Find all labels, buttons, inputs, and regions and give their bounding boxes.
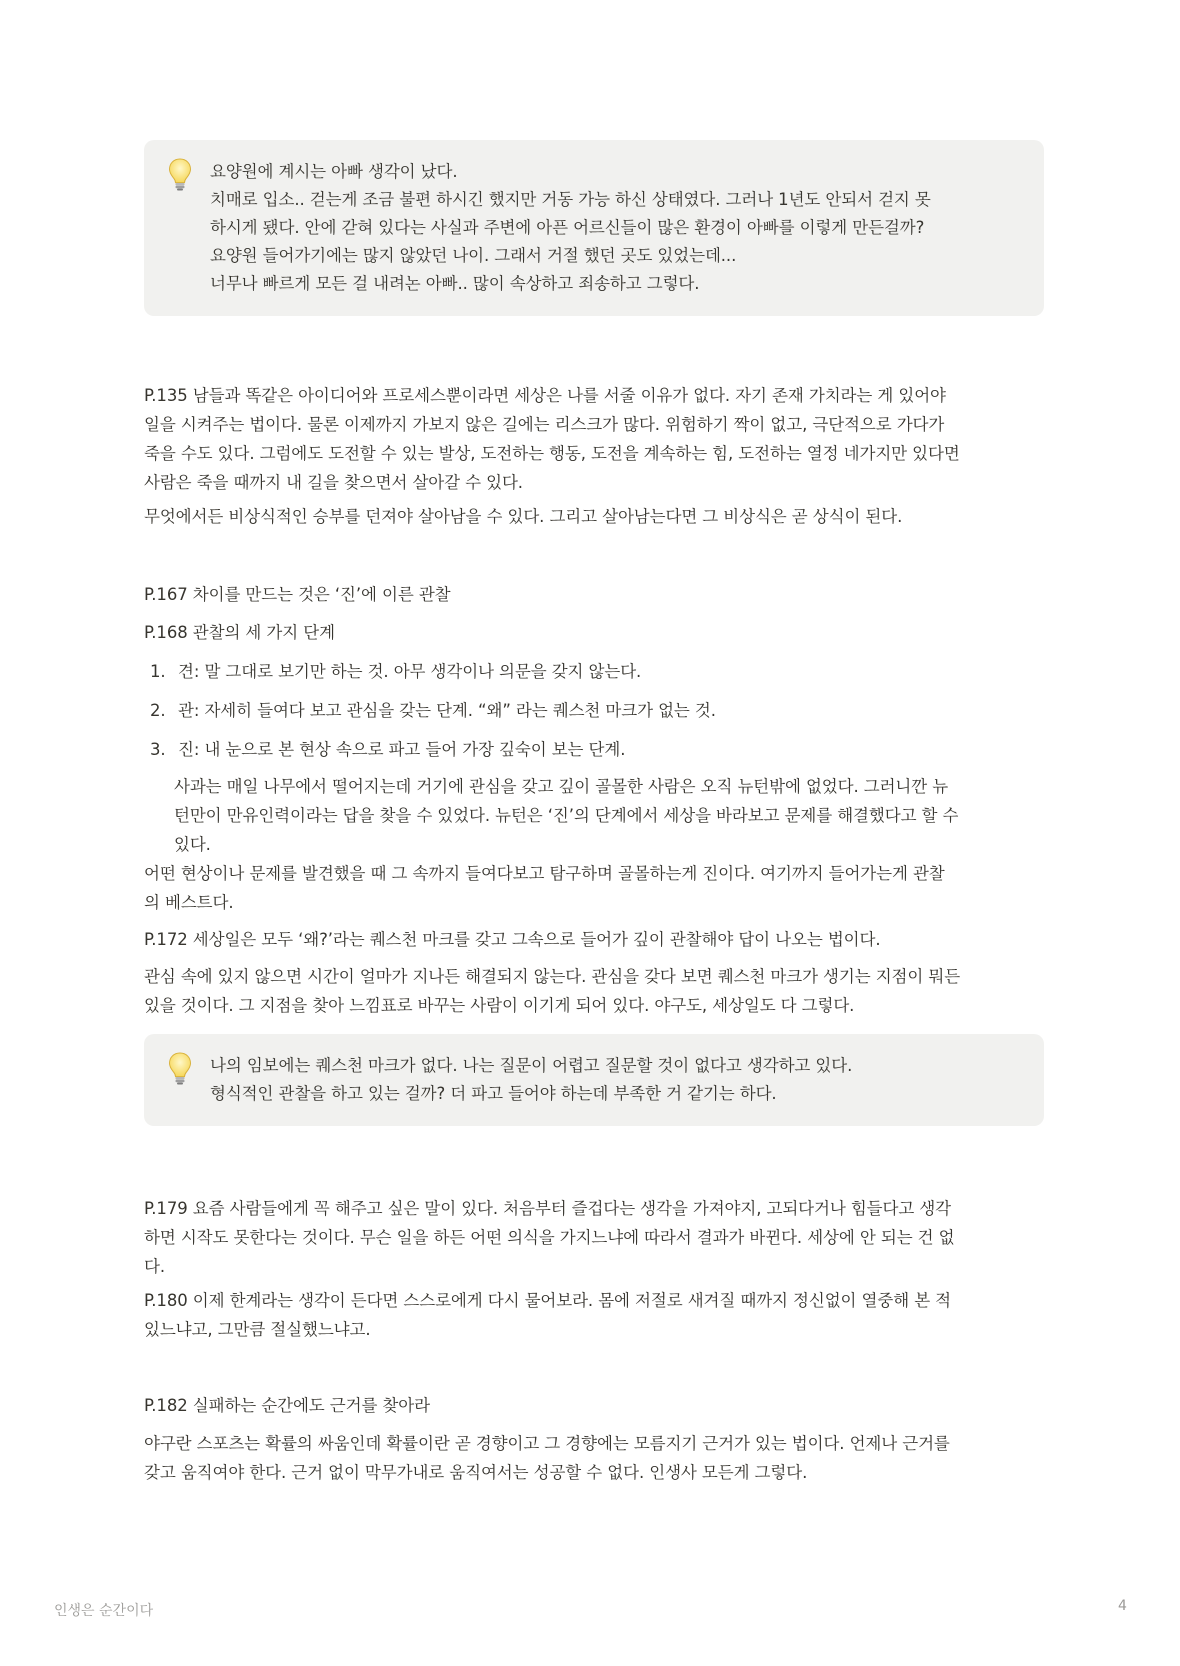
text-line: 무엇에서든 비상식적인 승부를 던져야 살아남을 수 있다. 그리고 살아남는다면 그 비상식은 곧 상식이 된다. [144, 507, 903, 526]
text-line: 관심 속에 있지 않으면 시간이 얼마가 지나든 해결되지 않는다. 관심을 갖다 보면 퀘스천 마크가 생기는 지점이 뭐든 [144, 967, 961, 986]
text-line: 어떤 현상이나 문제를 발견했을 때 그 속까지 들여다보고 탐구하며 골몰하는게 진이다. 여기까지 들어가는게 관찰 [144, 864, 945, 883]
callout-line: 너무나 빠르게 모든 걸 내려논 아빠.. 많이 속상하고 죄송하고 그렇다. [210, 274, 700, 293]
text-line: 사과는 매일 나무에서 떨어지는데 거기에 관심을 갖고 깊이 골몰한 사람은 오직 뉴턴밖에 없었다. 그러니깐 뉴 [174, 777, 949, 796]
callout-line: 형식적인 관찰을 하고 있는 걸까? 더 파고 들어야 하는데 부족한 거 같기는 하다. [210, 1084, 777, 1103]
list-number: 1. [150, 662, 166, 681]
text-line: 있느냐고, 그만큼 절실했느냐고. [144, 1320, 371, 1339]
text-line: 죽을 수도 있다. 그럼에도 도전할 수 있는 발상, 도전하는 행동, 도전을 계속하는 힘, 도전하는 열정 네가지만 있다면 [144, 444, 960, 463]
heading-p182 [144, 1391, 1044, 1420]
paragraph-p172-followup [144, 962, 1044, 1020]
lightbulb-icon [166, 156, 194, 192]
callout-line: 요양원에 계시는 아빠 생각이 났다. [210, 162, 458, 181]
text-line: 턴만이 만유인력이라는 답을 찾을 수 있었다. 뉴턴은 ‘진’의 단계에서 세상을 바라보고 문제를 해결했다고 할 수 [174, 806, 959, 825]
footer-document-title: 인생은 순간이다 [54, 1603, 154, 1619]
list-item-sub-paragraph [174, 772, 1034, 859]
lightbulb-icon [166, 1050, 194, 1086]
list-text: 관: 자세히 들여다 보고 관심을 갖는 단계. “왜” 라는 퀘스천 마크가 없는 것. [178, 701, 716, 720]
list-item [144, 696, 1044, 725]
text-line: 하면 시작도 못한다는 것이다. 무슨 일을 하든 어떤 의식을 가지느냐에 따라서 결과가 바뀐다. 세상에 안 되는 건 없 [144, 1228, 955, 1247]
list-item [144, 657, 1044, 686]
paragraph-p172 [144, 925, 1044, 954]
text-line: 있다. [174, 835, 211, 854]
list-number: 2. [150, 701, 166, 720]
observation-steps-list [144, 696, 1044, 725]
list-number: 3. [150, 740, 166, 759]
callout-reflection-questions [144, 1034, 1044, 1126]
heading-p167 [144, 580, 1044, 609]
observation-steps-list [144, 657, 1044, 686]
list-item [144, 735, 1044, 764]
text-line: P.135 남들과 똑같은 아이디어와 프로세스뿐이라면 세상은 나를 서줄 이유가 없다. 자기 존재 가치라는 게 있어야 [144, 386, 946, 405]
callout-line: 나의 임보에는 퀘스천 마크가 없다. 나는 질문이 어렵고 질문할 것이 없다고 생각하고 있다. [210, 1056, 853, 1075]
text-line: 갖고 움직여야 한다. 근거 없이 막무가내로 움직여서는 성공할 수 없다. 인생사 모든게 그렇다. [144, 1463, 808, 1482]
list-text: 진: 내 눈으로 본 현상 속으로 파고 들어 가장 깊숙이 보는 단계. [178, 740, 626, 759]
paragraph-p179 [144, 1194, 1044, 1281]
callout-line: 요양원 들어가기에는 많지 않았던 나이. 그래서 거절 했던 곳도 있었는데... [210, 246, 737, 265]
text-line: P.180 이제 한계라는 생각이 든다면 스스로에게 다시 물어보라. 몸에 저절로 새겨질 때까지 정신없이 열중해 본 적 [144, 1291, 952, 1310]
text-line: 일을 시켜주는 법이다. 물론 이제까지 가보지 않은 길에는 리스크가 많다. 위험하기 짝이 없고, 극단적으로 가다가 [144, 415, 945, 434]
text-line: P.167 차이를 만드는 것은 ‘진’에 이른 관찰 [144, 585, 451, 604]
text-line: 있을 것이다. 그 지점을 찾아 느낌표로 바꾸는 사람이 이기게 되어 있다. 야구도, 세상일도 다 그렇다. [144, 996, 855, 1015]
callout-line: 치매로 입소.. 걷는게 조금 불편 하시긴 했지만 거동 가능 하신 상태였다. 그러나 1년도 안되서 걷지 못 [210, 190, 931, 209]
callout-reflection-father [144, 140, 1044, 316]
paragraph-p180 [144, 1286, 1044, 1344]
paragraph-p135 [144, 381, 1044, 497]
observation-steps-list [144, 735, 1044, 764]
heading-p168 [144, 618, 1044, 647]
text-line: P.168 관찰의 세 가지 단계 [144, 623, 335, 642]
text-line: 사람은 죽을 때까지 내 길을 찾으면서 살아갈 수 있다. [144, 473, 523, 492]
list-text: 견: 말 그대로 보기만 하는 것. 아무 생각이나 의문을 갖지 않는다. [178, 662, 642, 681]
paragraph-p182-followup [144, 1429, 1044, 1487]
text-line: 야구란 스포츠는 확률의 싸움인데 확률이란 곧 경향이고 그 경향에는 모름지기 근거가 있는 법이다. 언제나 근거를 [144, 1434, 950, 1453]
text-line: 의 베스트다. [144, 893, 234, 912]
text-line: P.172 세상일은 모두 ‘왜?’라는 퀘스천 마크를 갖고 그속으로 들어가 깊이 관찰해야 답이 나오는 법이다. [144, 930, 881, 949]
text-line: P.179 요즘 사람들에게 꼭 해주고 싶은 말이 있다. 처음부터 즐겁다는 생각을 가져야지, 고되다거나 힘들다고 생각 [144, 1199, 952, 1218]
callout-line: 하시게 됐다. 안에 갇혀 있다는 사실과 주변에 아픈 어르신들이 많은 환경이 아빠를 이렇게 만든걸까? [210, 218, 925, 237]
paragraph-jin [144, 859, 1044, 917]
text-line: 다. [144, 1257, 165, 1276]
text-line: P.182 실패하는 순간에도 근거를 찾아라 [144, 1396, 430, 1415]
footer-page-number: 4 [1118, 1598, 1127, 1614]
paragraph-p135-followup [144, 502, 1044, 531]
